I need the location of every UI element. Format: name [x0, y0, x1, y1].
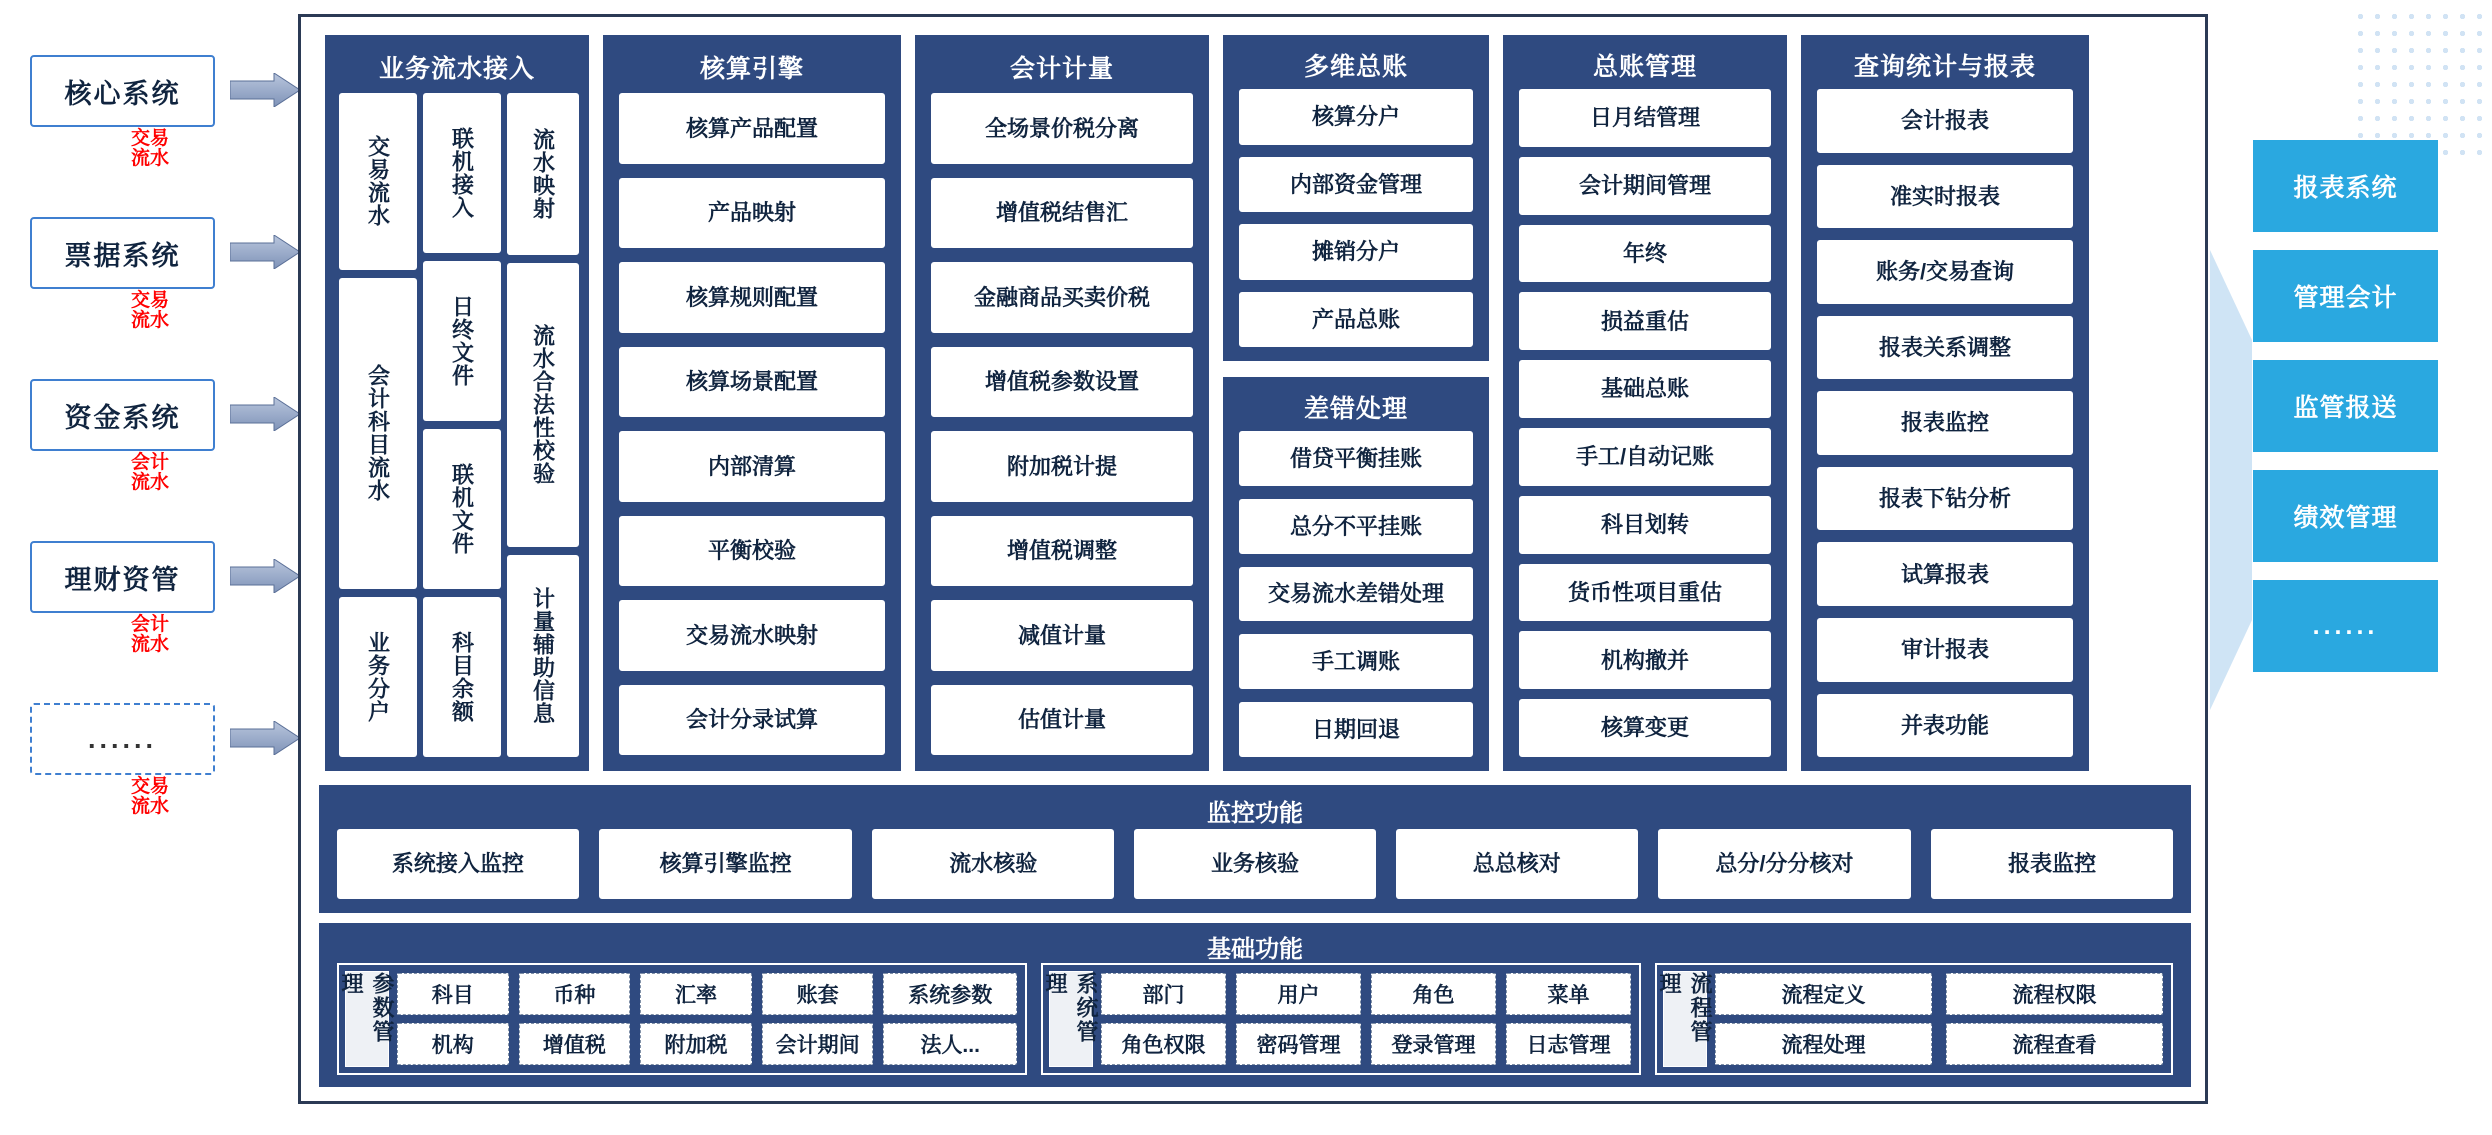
- source-box-others[interactable]: ......: [30, 703, 215, 775]
- item-currency[interactable]: 币种: [519, 973, 631, 1015]
- item-period-management[interactable]: 会计期间管理: [1519, 157, 1771, 215]
- item-product-ledger[interactable]: 产品总账: [1239, 292, 1473, 348]
- item-flow-error-handling[interactable]: 交易流水差错处理: [1239, 567, 1473, 622]
- flow-label-others: 交易 流水: [130, 776, 169, 817]
- item-flow-mapping[interactable]: 流水映射: [507, 93, 579, 255]
- item-process-definition[interactable]: 流程定义: [1715, 973, 1932, 1015]
- item-role-permission[interactable]: 角色权限: [1101, 1023, 1226, 1065]
- source-row: [30, 55, 295, 169]
- monitoring-title: 监控功能: [1207, 800, 1303, 827]
- item-transaction-flow-mapping[interactable]: 交易流水映射: [619, 600, 885, 671]
- item-business-subledger[interactable]: 业务分户: [339, 597, 417, 757]
- item-transaction-flow[interactable]: 交易流水: [339, 93, 417, 270]
- item-flow-verification[interactable]: 流水核验: [872, 829, 1114, 899]
- item-manual-adjustment[interactable]: 手工调账: [1239, 634, 1473, 689]
- flow-label-bills: 交易 流水: [130, 290, 169, 331]
- source-row: [30, 703, 295, 817]
- item-subject[interactable]: 科目: [397, 973, 509, 1015]
- panel-process-management: [1655, 963, 2173, 1075]
- item-exchange-rate[interactable]: 汇率: [640, 973, 752, 1015]
- item-audit-report[interactable]: 审计报表: [1817, 618, 2073, 682]
- monitoring-band: [319, 785, 2191, 913]
- item-consolidation[interactable]: 并表功能: [1817, 694, 2073, 758]
- flow-label-wealth: 会计 流水: [130, 614, 169, 655]
- item-rule-config[interactable]: 核算规则配置: [619, 262, 885, 333]
- item-role[interactable]: 角色: [1371, 973, 1496, 1015]
- source-row: [30, 541, 295, 655]
- item-vat-adjustment[interactable]: 增值税调整: [931, 516, 1193, 587]
- item-report-drilldown[interactable]: 报表下钻分析: [1817, 467, 2073, 531]
- item-online-access[interactable]: 联机接入: [423, 93, 501, 253]
- arrow-icon: [230, 73, 300, 107]
- item-process-view[interactable]: 流程查看: [1946, 1023, 2163, 1065]
- item-password-management[interactable]: 密码管理: [1236, 1023, 1361, 1065]
- source-systems-column: [30, 55, 295, 865]
- arrow-icon: [230, 397, 300, 431]
- column-title: 多维总账: [1303, 53, 1408, 81]
- item-gl-sl-suspense[interactable]: 总分不平挂账: [1239, 499, 1473, 554]
- column-multidim-ledger: [1221, 33, 1491, 363]
- base-functions-title: 基础功能: [1207, 936, 1303, 963]
- platform-architecture-panel: [298, 14, 2208, 1104]
- item-report-relation-adjust[interactable]: 报表关系调整: [1817, 316, 2073, 380]
- item-report-monitoring[interactable]: 报表监控: [1931, 829, 2173, 899]
- item-accounting-period[interactable]: 会计期间: [762, 1023, 874, 1065]
- source-box-treasury[interactable]: 资金系统: [30, 379, 215, 451]
- item-gl-sl-reconciliation[interactable]: 总分/分分核对: [1658, 829, 1912, 899]
- item-day-month-close[interactable]: 日月结管理: [1519, 89, 1771, 147]
- column-title: 差错处理: [1303, 395, 1408, 423]
- item-surtax-accrual[interactable]: 附加税计提: [931, 431, 1193, 502]
- item-account-set[interactable]: 账套: [762, 973, 874, 1015]
- item-financial-product-tax[interactable]: 金融商品买卖价税: [931, 262, 1193, 333]
- item-department[interactable]: 部门: [1101, 973, 1226, 1015]
- item-measure-aux-info[interactable]: 计量辅助信息: [507, 555, 579, 758]
- item-account-transaction-query[interactable]: 账务/交易查询: [1817, 240, 2073, 304]
- downstream-systems-column: [2253, 140, 2453, 690]
- system-report[interactable]: 报表系统: [2253, 140, 2438, 232]
- item-scenario-config[interactable]: 核算场景配置: [619, 347, 885, 418]
- item-user[interactable]: 用户: [1236, 973, 1361, 1015]
- column-error-handling: [1221, 375, 1491, 773]
- item-manual-auto-entry[interactable]: 手工/自动记账: [1519, 428, 1771, 486]
- base-functions-band: [319, 923, 2191, 1087]
- item-vat-parameter[interactable]: 增值税参数设置: [931, 347, 1193, 418]
- column-title: 总账管理: [1592, 53, 1697, 81]
- panel-system-management: [1041, 963, 1641, 1075]
- source-box-bills[interactable]: 票据系统: [30, 217, 215, 289]
- source-box-core[interactable]: 核心系统: [30, 55, 215, 127]
- item-trial-report[interactable]: 试算报表: [1817, 542, 2073, 606]
- item-log-management[interactable]: 日志管理: [1506, 1023, 1631, 1065]
- decorative-dot-pattern: [2352, 8, 2482, 158]
- item-date-rollback[interactable]: 日期回退: [1239, 702, 1473, 757]
- panel-label-system: 系统管理: [1049, 971, 1093, 1067]
- item-balance-check[interactable]: 平衡校验: [619, 516, 885, 587]
- panel-label-parameter: 参数管理: [345, 971, 389, 1067]
- source-box-wealth[interactable]: 理财资管: [30, 541, 215, 613]
- column-title: 查询统计与报表: [1853, 53, 2036, 81]
- panel-parameter-management: [337, 963, 1027, 1075]
- item-process-handling[interactable]: 流程处理: [1715, 1023, 1932, 1065]
- item-price-tax-separation[interactable]: 全场景价税分离: [931, 93, 1193, 164]
- item-product-mapping[interactable]: 产品映射: [619, 178, 885, 249]
- column-query-reports: [1799, 33, 2091, 773]
- flow-label-core: 交易 流水: [130, 128, 169, 169]
- item-business-verification[interactable]: 业务核验: [1134, 829, 1376, 899]
- item-login-management[interactable]: 登录管理: [1371, 1023, 1496, 1065]
- item-vat[interactable]: 增值税: [519, 1023, 631, 1065]
- column-title: 业务流水接入: [378, 55, 535, 83]
- item-valuation-measure[interactable]: 估值计量: [931, 685, 1193, 756]
- item-gl-gl-reconciliation[interactable]: 总总核对: [1396, 829, 1638, 899]
- item-entry-trial[interactable]: 会计分录试算: [619, 685, 885, 756]
- column-title: 会计计量: [1009, 55, 1114, 83]
- arrow-icon: [230, 559, 300, 593]
- item-org-merge[interactable]: 机构撤并: [1519, 631, 1771, 689]
- item-base-ledger[interactable]: 基础总账: [1519, 360, 1771, 418]
- item-organization[interactable]: 机构: [397, 1023, 509, 1065]
- item-engine-monitor[interactable]: 核算引擎监控: [599, 829, 853, 899]
- item-eod-file[interactable]: 日终文件: [423, 261, 501, 421]
- item-monetary-revaluation[interactable]: 货币性项目重估: [1519, 564, 1771, 622]
- item-report-monitor[interactable]: 报表监控: [1817, 391, 2073, 455]
- panel-label-process: 流程管理: [1663, 971, 1707, 1067]
- system-management-accounting[interactable]: 管理会计: [2253, 250, 2438, 342]
- source-row: [30, 379, 295, 493]
- item-system-access-monitor[interactable]: 系统接入监控: [337, 829, 579, 899]
- item-vat-settlement[interactable]: 增值税结售汇: [931, 178, 1193, 249]
- column-accounting-engine: [601, 33, 903, 773]
- column-accounting-measurement: [913, 33, 1211, 773]
- item-accounting-subject-flow[interactable]: 会计科目流水: [339, 278, 417, 589]
- system-regulatory-reporting[interactable]: 监管报送: [2253, 360, 2438, 452]
- item-internal-clearing[interactable]: 内部清算: [619, 431, 885, 502]
- column-business-flow-access: [323, 33, 591, 773]
- arrow-icon: [230, 721, 300, 755]
- item-dr-cr-suspense[interactable]: 借贷平衡挂账: [1239, 431, 1473, 486]
- item-process-permission[interactable]: 流程权限: [1946, 973, 2163, 1015]
- item-surtax[interactable]: 附加税: [640, 1023, 752, 1065]
- item-impairment-measure[interactable]: 减值计量: [931, 600, 1193, 671]
- item-accounting-report[interactable]: 会计报表: [1817, 89, 2073, 153]
- arrow-icon: [230, 235, 300, 269]
- column-title: 核算引擎: [699, 55, 804, 83]
- item-year-end[interactable]: 年终: [1519, 225, 1771, 283]
- item-pl-revaluation[interactable]: 损益重估: [1519, 292, 1771, 350]
- system-performance-management[interactable]: 绩效管理: [2253, 470, 2438, 562]
- flow-label-treasury: 会计 流水: [130, 452, 169, 493]
- item-flow-legality-check[interactable]: 流水合法性校验: [507, 263, 579, 547]
- item-menu[interactable]: 菜单: [1506, 973, 1631, 1015]
- item-system-parameter[interactable]: 系统参数: [883, 973, 1017, 1015]
- item-subject-transfer[interactable]: 科目划转: [1519, 496, 1771, 554]
- source-row: [30, 217, 295, 331]
- item-accounting-subledger[interactable]: 核算分户: [1239, 89, 1473, 145]
- system-others[interactable]: ......: [2253, 580, 2438, 672]
- item-accounting-change[interactable]: 核算变更: [1519, 699, 1771, 757]
- column-ledger-management: [1501, 33, 1789, 773]
- item-near-realtime-report[interactable]: 准实时报表: [1817, 165, 2073, 229]
- item-online-file[interactable]: 联机文件: [423, 429, 501, 589]
- item-subject-balance[interactable]: 科目余额: [423, 597, 501, 757]
- item-legal-entity[interactable]: 法人...: [883, 1023, 1017, 1065]
- item-product-config[interactable]: 核算产品配置: [619, 93, 885, 164]
- item-internal-fund-mgmt[interactable]: 内部资金管理: [1239, 157, 1473, 213]
- item-amortization-subledger[interactable]: 摊销分户: [1239, 224, 1473, 280]
